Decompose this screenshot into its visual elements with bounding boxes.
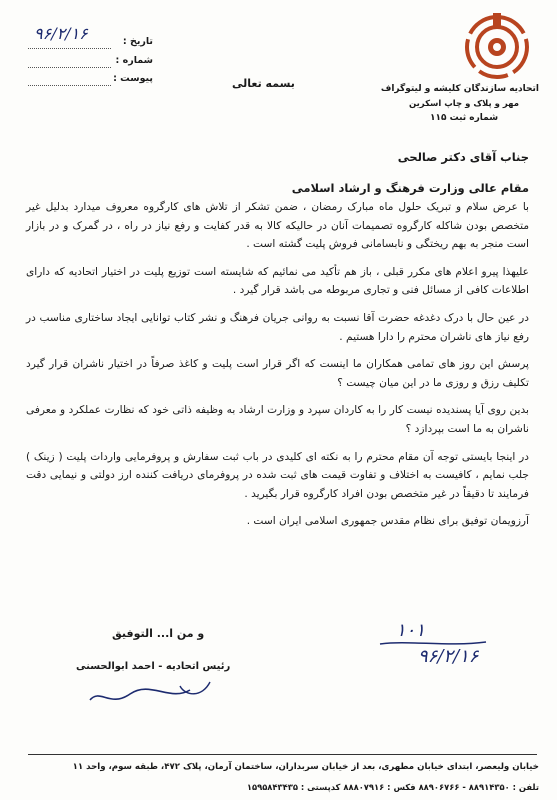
- handwritten-date: ۹۶/۲/۱۶: [34, 24, 88, 43]
- number-label: شماره :: [115, 55, 153, 66]
- footer-contacts: تلفن : ۸۸۹۱۴۳۵۰ - ۸۸۹۰۶۷۶۶ فکس : ۸۸۸۰۷۹۱۶ کدپستی : ۱۵۹۵۸۴۳۴۳۵: [246, 782, 539, 792]
- number-line: [28, 67, 111, 68]
- body-paragraph: آرزویمان توفیق برای نظام مقدس جمهوری اسلامی ایران است .: [246, 515, 529, 528]
- body-paragraph: با عرض سلام و تبریک حلول ماه مبارک رمضان ، ضمن تشکر از تلاش های کارگروه معروف میدارد بدلیل غیر متخصص بودن شاکله کارگروه تصمیمات آنان در حالیکه کالا به قدر کفایت و رفع نیاز در راه ، در گمرک و در بازار است منجر به بهم ریختگی و نابسامانی فروش پلیت گشته است .: [26, 201, 529, 251]
- basmala-heading: بسمه تعالی: [232, 77, 295, 90]
- attachment-label: پیوست :: [113, 73, 153, 84]
- attachment-line: [28, 85, 111, 86]
- body-paragraph: در عین حال با درک دغدغه حضرت آقا نسبت به روانی جریان فرهنگ و نشر کتاب توانایی ایجاد ساختاری مناسب در رفع نیاز های ناشران محترم را دارا هستیم .: [26, 311, 529, 343]
- handwritten-reference-number: ۱۰۱: [396, 620, 426, 641]
- handwritten-reference-date: ۹۶/۲/۱۶: [418, 646, 479, 667]
- signer-name: رئیس اتحادیه - احمد ابوالحسنی: [76, 661, 231, 672]
- signature-scribble: [70, 660, 240, 710]
- date-label: تاریخ :: [122, 36, 153, 47]
- date-line: [28, 48, 111, 49]
- body-paragraph: علیهذا پیرو اعلام های مکرر قبلی ، باز هم تأکید می نمائیم که شایسته است توزیع پلیت در اختیار اتحادیه که دارای اطلاعات کافی از مسائل فنی و تجاری مربوطه می باشد قرار گیرد .: [26, 265, 529, 297]
- number-field: [28, 55, 153, 71]
- letter-body: [26, 198, 529, 531]
- footer-divider: [28, 754, 537, 755]
- footer-address: خیابان ولیعصر، ابتدای خیابان مطهری، بعد از خیابان سربداران، ساختمان آرمان، پلاک ۴۷۲، طبقه سوم، واحد ۱۱: [72, 762, 539, 772]
- registration-number: شماره ثبت ۱۱۵: [429, 113, 499, 123]
- attachment-field: [28, 73, 153, 89]
- recipient-ministry: مقام عالی وزارت فرهنگ و ارشاد اسلامی: [291, 181, 529, 195]
- body-paragraph: پرسش این روز های تمامی همکاران ما اینست که اگر قرار است پلیت و کاغذ صرفاً در اختیار ناشران قرار گیرد تکلیف رزق و روزی ما در این میان چیست ؟: [26, 358, 529, 389]
- organization-subtitle: مهر و پلاک و چاپ اسکرین: [408, 99, 520, 109]
- organization-logo: [462, 12, 532, 82]
- organization-name: اتحادیه سازندگان کلیشه و لیتوگراف: [380, 84, 539, 94]
- body-paragraph: در اینجا بایستی توجه آن مقام محترم را به نکته ای کلیدی در باب ثبت سفارش و پروفرمایی واردات پلیت ( زینک ) جلب نمایم ، کافیست به اختلاف و تفاوت قیمت های ثبت شده در پروفرمای دریافت کننده ارز دولتی و نیمایی دقت فرمایند تا دقیقاً در غیر متخصص بودن افراد کارگروه قرار بگیرید .: [26, 450, 529, 500]
- recipient-name: جناب آقای دکتر صالحی: [397, 150, 529, 164]
- closing-phrase: و من ا... التوفیق: [112, 627, 205, 640]
- body-paragraph: بدین روی آیا پسندیده نیست کار را به کاردان سپرد و وزارت ارشاد به وظیفه ذاتی خود که نظارت عملکرد و معرفی ناشران به ما است بپردازد ؟: [26, 404, 529, 435]
